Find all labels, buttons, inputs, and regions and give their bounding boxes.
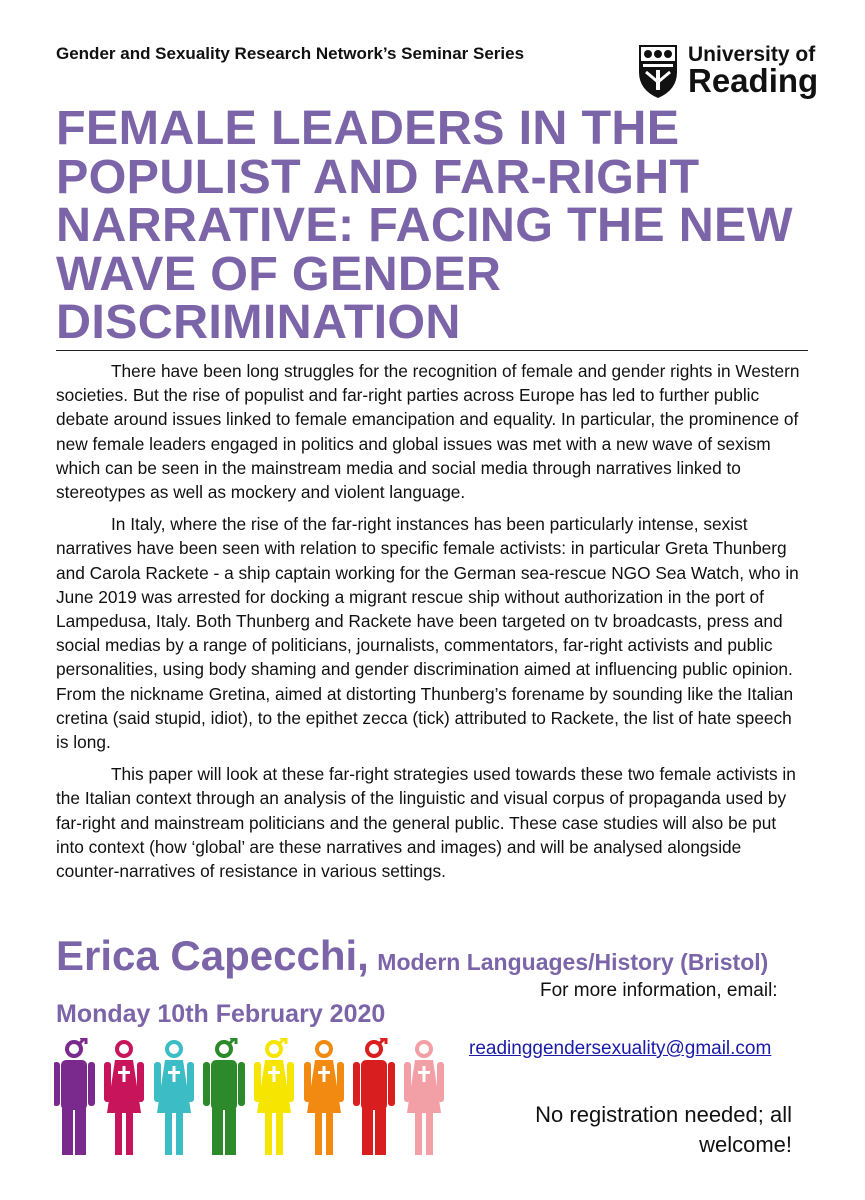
seminar-series-label: Gender and Sexuality Research Network’s Seminar Series [56,44,525,63]
abstract-paragraph: There have been long struggles for the recognition of female and gender rights in Western societies. But the rise of populist and far-right parties across Europe has led to further public debate around issues linked to female emancipation and equality. In particular, the prominence of new female leaders engaged in politics and global issues was met with a new wave of sexism which can be seen in the mainstream media and social media through narratives linked to stereotypes as well as mockery and violent language. [56,361,800,503]
female-symbol-figure [304,1042,344,1155]
male-symbol-figure [54,1038,95,1155]
female-symbol-figure [404,1042,444,1155]
title-line: DISCRIMINATION [56,295,461,349]
male-symbol-figure [353,1038,395,1155]
title-line: FEMALE LEADERS IN THE [56,101,680,155]
female-symbol-figure [154,1042,194,1155]
abstract-body [56,359,808,891]
event-date: Monday 10th February 2020 [56,1000,386,1028]
title-line: WAVE OF GENDER [56,246,502,301]
title-line: NARRATIVE: FACING THE NEW [56,198,793,252]
contact-prompt: For more information, email: [540,980,778,1001]
abstract-paragraph: In Italy, where the rise of the far-right instances has been particularly intense, sexist narratives have been seen with relation to specific female activists: in particular Greta Thunberg and Carola Rackete - a ship captain working for the German sea-rescue NGO Sea Watch, who in June 2019 was arrested for docking a migrant rescue ship without authorization in the port of Lampedusa, Italy. Both Thunberg and Rackete have been targeted on tv broadcasts, press and social medias by a range of politicians, journalists, commentators, far-right activists and public personalities, using body shaming and gender discrimination aimed at influencing public opinion. From the nickname Gretina, aimed at distorting Thunberg’s forename by sounding like the Italian cretina (said stupid, idiot), to the epithet zecca (tick) attributed to Rackete, the list of hate speech is long. [56,514,799,753]
crest-icon [636,42,680,100]
transgender-symbol-figure [254,1038,294,1155]
page-title [56,101,816,349]
speaker-name: Erica Capecchi, [56,932,369,979]
logo-text-line2: Reading [688,62,819,99]
registration-line: No registration needed; all [535,1102,792,1127]
title-divider [56,350,808,351]
gender-figures-illustration [54,1038,459,1158]
title-line: POPULIST AND FAR-RIGHT [56,149,700,204]
abstract-paragraph: This paper will look at these far-right strategies used towards these two female activists in the Italian context through an analysis of the linguistic and visual corpus of propaganda used by far-right and mainstream politicians and the general public. These case studies will also be put into context (how ‘global’ are these narratives and images) and will be analysed alongside counter-narratives of resistance in various settings. [56,764,796,882]
university-logo [636,40,821,104]
male-symbol-figure [203,1038,245,1155]
female-symbol-figure [104,1042,144,1155]
speaker-affiliation: Modern Languages/History (Bristol) [377,949,769,975]
registration-note [470,1100,792,1160]
logo-text-line1: University of [688,43,816,66]
registration-line: welcome! [699,1132,792,1157]
speaker-line [56,932,768,980]
email-link[interactable]: readinggendersexuality@gmail.com [469,1038,772,1059]
